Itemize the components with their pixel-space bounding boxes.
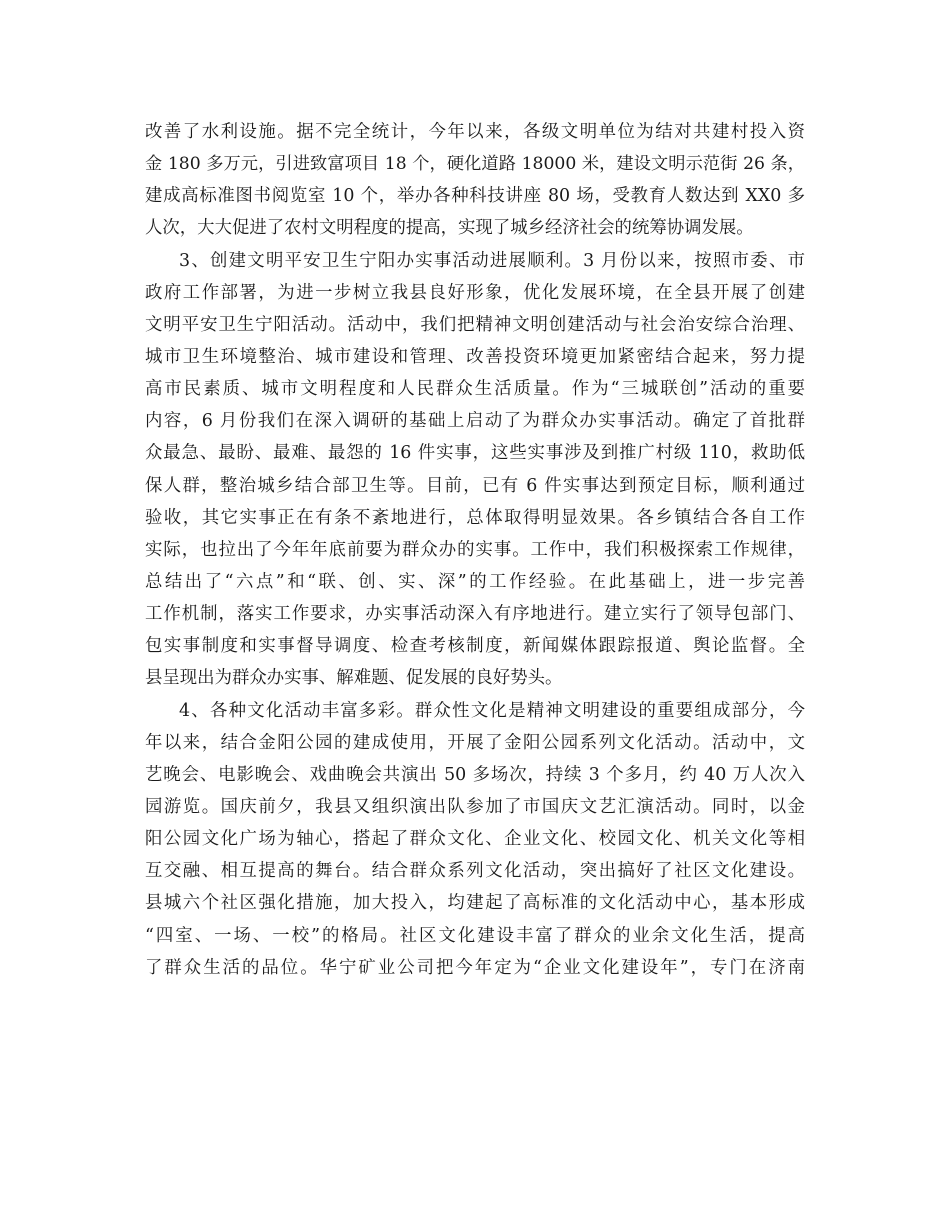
text-line: 互交融、相互提高的舞台。结合群众系列文化活动，突出搞好了社区文化建设。 (145, 861, 805, 882)
text-line: 实际，也拉出了今年年底前要为群众办的实事。工作中，我们积极探索工作规律， (145, 539, 805, 560)
text-line: 了群众生活的品位。华宁矿业公司把今年定为“企业文化建设年”，专门在济南 (145, 957, 805, 978)
text-line: 人次，大大促进了农村文明程度的提高，实现了城乡经济社会的统筹协调发展。 (145, 218, 754, 239)
text-line: 政府工作部署，为进一步树立我县良好形象，优化发展环境，在全县开展了创建 (145, 282, 805, 303)
text-line: 城市卫生环境整治、城市建设和管理、改善投资环境更加紧密结合起来，努力提 (145, 346, 805, 367)
text-line: 阳公园文化广场为轴心，搭起了群众文化、企业文化、校园文化、机关文化等相 (145, 829, 805, 850)
text-line: 园游览。国庆前夕，我县又组织演出队参加了市国庆文艺汇演活动。同时，以金 (145, 796, 805, 817)
text-line: 文明平安卫生宁阳活动。活动中，我们把精神文明创建活动与社会治安综合治理、 (145, 314, 805, 335)
text-line: 包实事制度和实事督导调度、检查考核制度，新闻媒体跟踪报道、舆论监督。全 (145, 636, 805, 657)
text-line: 保人群，整治城乡结合部卫生等。目前，已有 6 件实事达到预定目标，顺利通过 (145, 475, 805, 496)
body-text (145, 116, 805, 984)
text-line: 内容，6 月份我们在深入调研的基础上启动了为群众办实事活动。确定了首批群 (145, 411, 805, 432)
text-line: 验收，其它实事正在有条不紊地进行，总体取得明显效果。各乡镇结合各自工作 (145, 507, 805, 528)
text-line: 县呈现出为群众办实事、解难题、促发展的良好势头。 (145, 668, 563, 689)
text-line: 总结出了“六点”和“联、创、实、深”的工作经验。在此基础上，进一步完善 (145, 571, 805, 592)
text-line: 年以来，结合金阳公园的建成使用，开展了金阳公园系列文化活动。活动中，文 (145, 732, 805, 753)
text-line: 县城六个社区强化措施，加大投入，均建起了高标准的文化活动中心，基本形成 (145, 893, 805, 914)
text-line: 4、各种文化活动丰富多彩。群众性文化是精神文明建设的重要组成部分，今 (179, 700, 805, 721)
text-line: 众最急、最盼、最难、最怨的 16 件实事，这些实事涉及到推广村级 110，救助低 (145, 443, 805, 464)
text-line: 高市民素质、城市文明程度和人民群众生活质量。作为“三城联创”活动的重要 (145, 379, 805, 400)
text-line: “四室、一场、一校”的格局。社区文化建设丰富了群众的业余文化生活，提高 (145, 925, 805, 946)
text-line: 金 180 多万元，引进致富项目 18 个，硬化道路 18000 米，建设文明示范街 26 条， (145, 154, 805, 175)
text-line: 改善了水利设施。据不完全统计，今年以来，各级文明单位为结对共建村投入资 (145, 122, 805, 142)
text-line: 建成高标准图书阅览室 10 个，举办各种科技讲座 80 场，受教育人数达到 XX0 多 (145, 186, 805, 207)
text-line: 艺晚会、电影晚会、戏曲晚会共演出 50 多场次，持续 3 个多月，约 40 万人次入 (145, 764, 805, 785)
text-line: 工作机制，落实工作要求，办实事活动深入有序地进行。建立实行了领导包部门、 (145, 604, 805, 625)
text-line: 3、创建文明平安卫生宁阳办实事活动进展顺利。3 月份以来，按照市委、市 (179, 250, 805, 271)
